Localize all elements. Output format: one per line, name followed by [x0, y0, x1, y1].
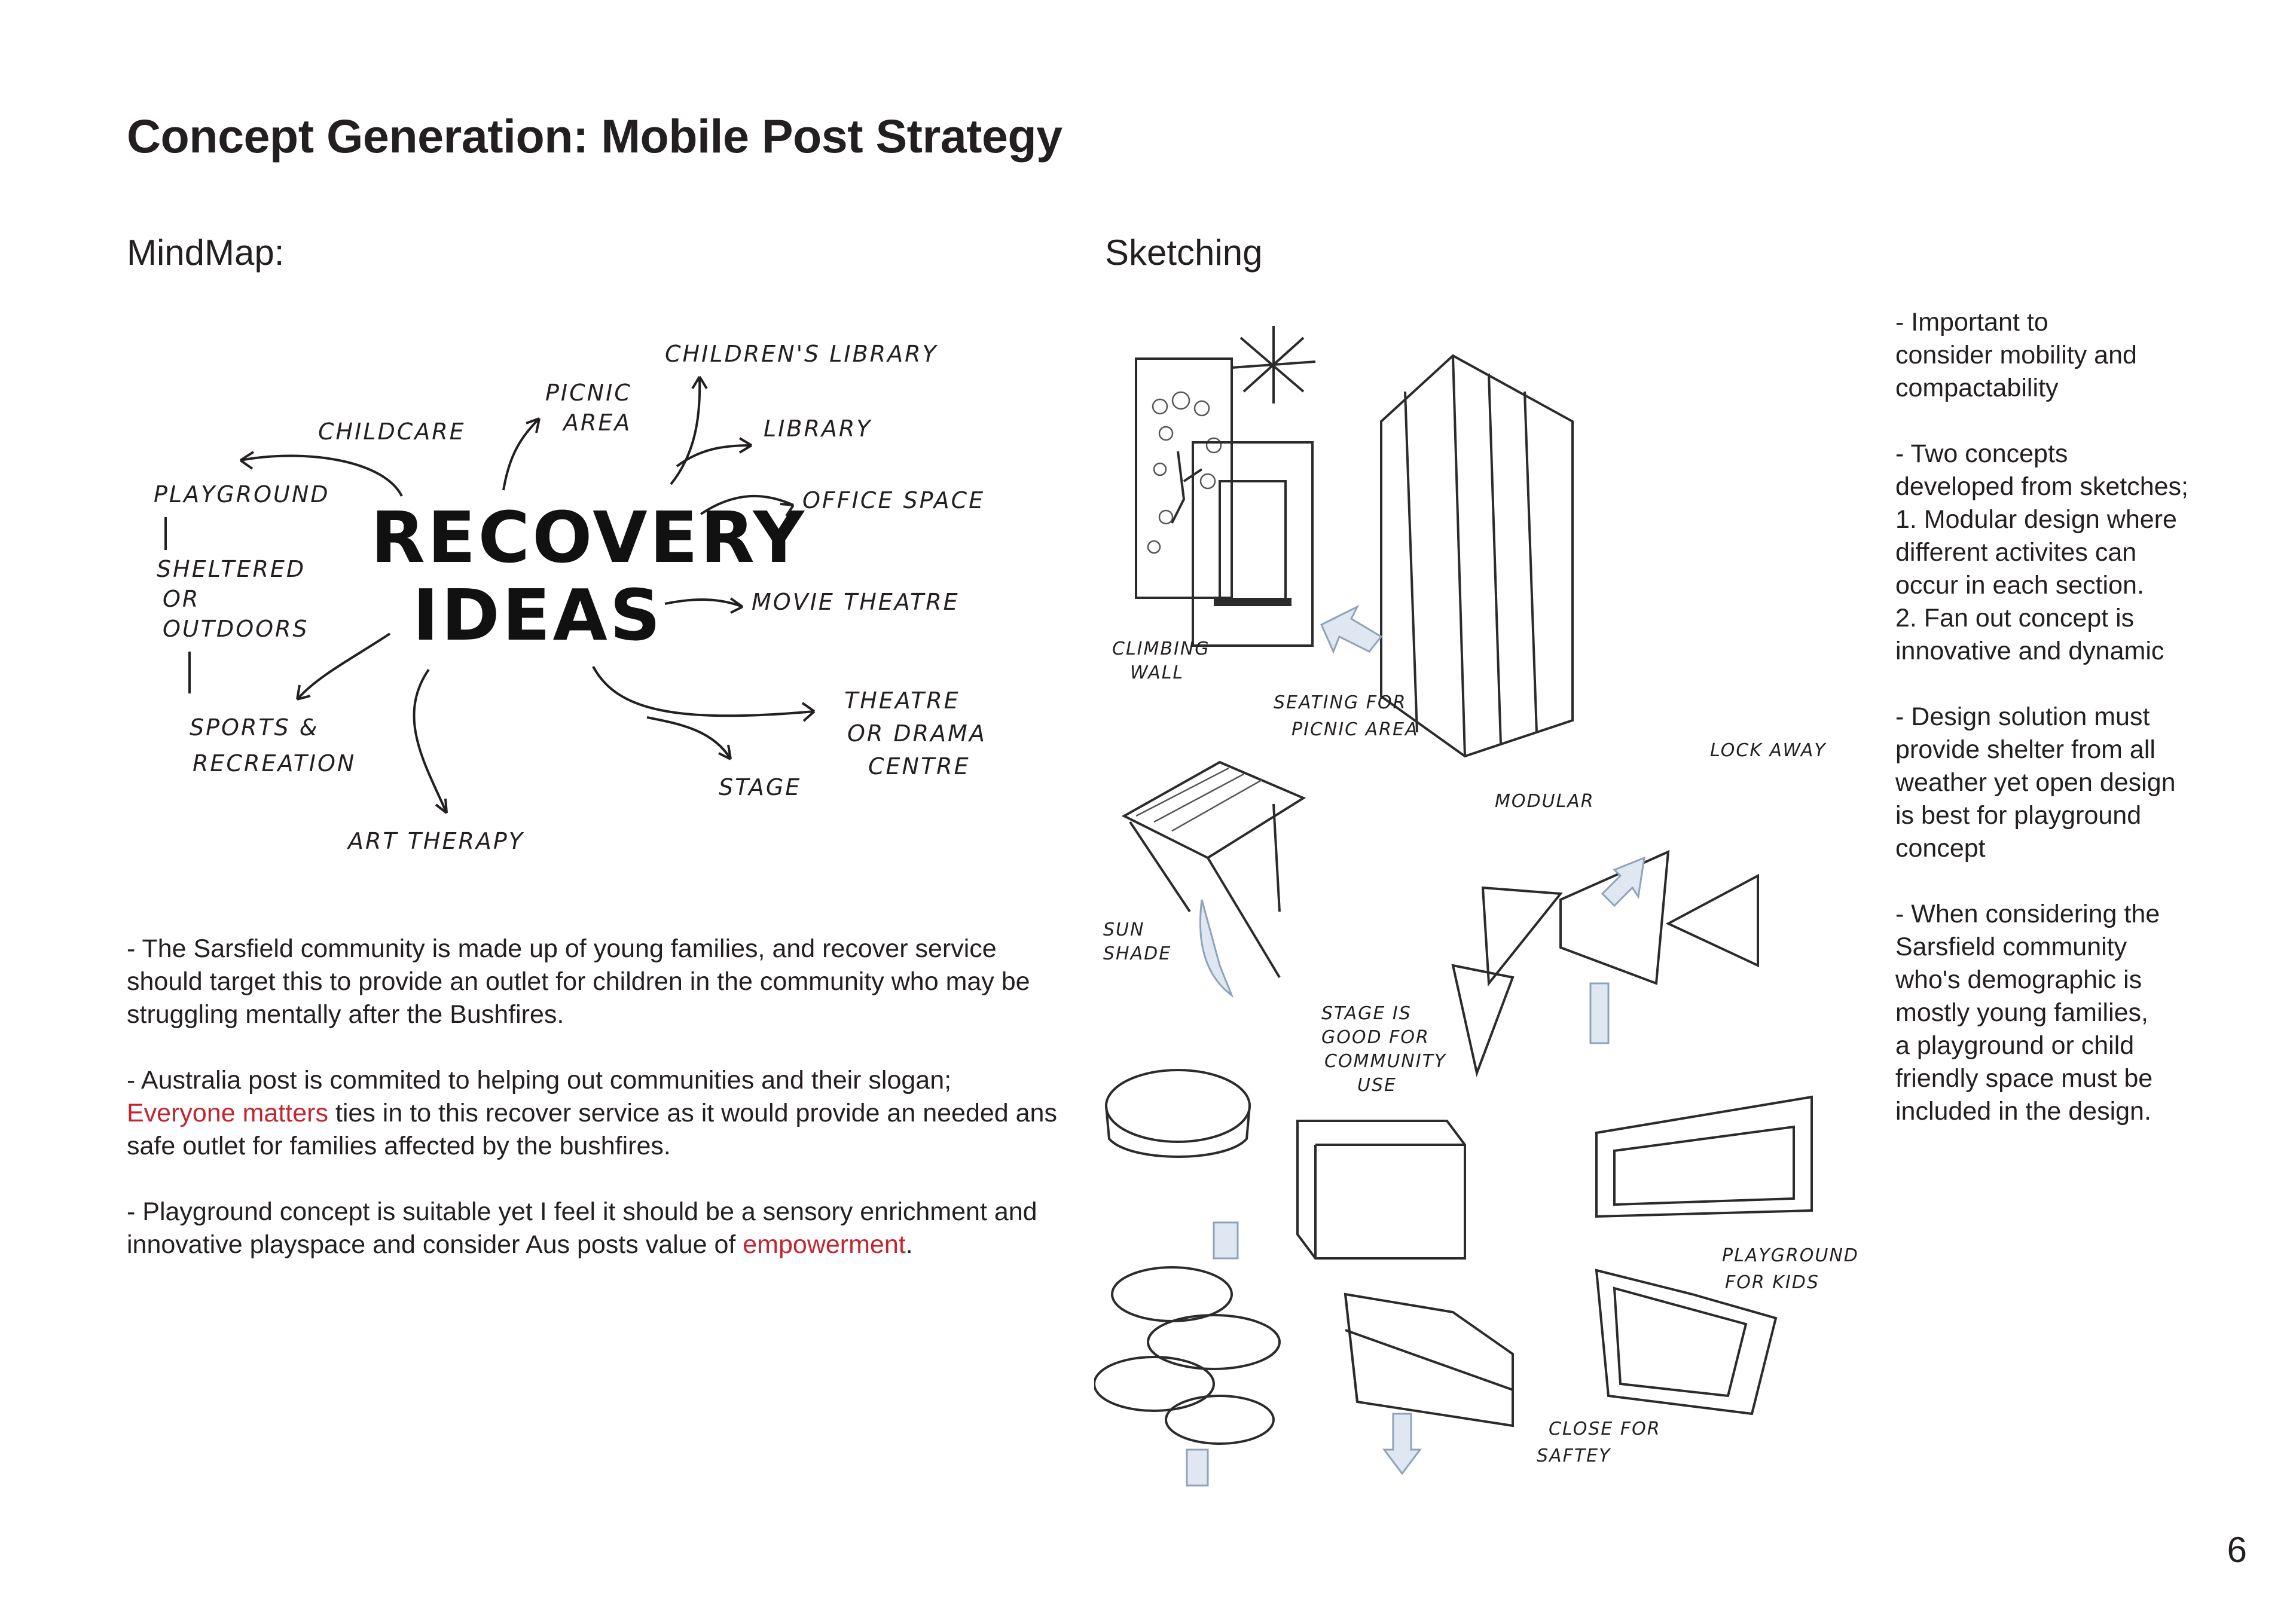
mindmap-center-line2: IDEAS: [413, 574, 663, 656]
highlight-empowerment: empowerment: [743, 1230, 906, 1259]
label-stage-line4: USE: [1357, 1075, 1397, 1096]
sketching-heading: Sketching: [1105, 233, 1263, 273]
label-playground-line2: FOR KIDS: [1725, 1272, 1819, 1293]
note-community: - When considering the Sarsfield community who's demographic is mostly young families, a playground or child friendly space must be included in the design.: [1895, 900, 2160, 1126]
paragraph-community: - The Sarsfield community is made up of young families, and recover service should target this to provide an outlet for children in the community who may be struggling mentally after the Bushfires.: [127, 934, 1030, 1029]
label-close-line1: CLOSE FOR: [1549, 1419, 1661, 1439]
branch-office-space: OFFICE SPACE: [802, 487, 985, 514]
label-seating-line2: PICNIC AREA: [1292, 719, 1419, 740]
label-playground-line1: PLAYGROUND: [1722, 1245, 1859, 1266]
branch-art-therapy: ART THERAPY: [348, 828, 525, 854]
label-stage-line3: COMMUNITY: [1324, 1051, 1447, 1072]
arrow-childrens-library: [671, 377, 707, 484]
paragraph-playground: - Playground concept is suitable yet I feel it should be a sensory enrichment and innovative playspace and consider Aus posts value of empowerment.: [127, 1197, 1037, 1259]
sketch-lid-box: [1345, 1294, 1513, 1474]
branch-theatre-line3: CENTRE: [868, 753, 970, 780]
arrow-picnic: [503, 418, 539, 490]
highlight-everyone-matters: Everyone matters: [127, 1099, 328, 1127]
branch-picnic-line1: PICNIC: [545, 380, 632, 406]
sketch-modular-fan: [1453, 852, 1758, 1073]
note-mobility: - Important to consider mobility and compactability: [1895, 308, 2137, 402]
page-title: Concept Generation: Mobile Post Strategy: [127, 109, 1062, 163]
label-sun-line1: SUN: [1103, 919, 1145, 940]
mindmap-center-line1: RECOVERY: [371, 496, 807, 579]
paragraph-slogan: - Australia post is commited to helping out communities and their slogan; Everyone matters ties in to this recover service as it would provide an needed ans safe outlet for families affected by the bushfires.: [127, 1066, 1057, 1160]
sketch-stones: [1094, 1222, 1280, 1486]
branch-movie-theatre: MOVIE THEATRE: [752, 589, 960, 615]
sketch-climbing-wall: [1136, 359, 1232, 598]
branch-sheltered-line1: SHELTERED: [157, 556, 306, 582]
branch-picnic-line2: AREA: [563, 409, 632, 436]
sketch-box-modules: [1297, 1097, 1812, 1258]
label-climbing-line2: WALL: [1130, 662, 1184, 683]
label-lock-away: LOCK AWAY: [1710, 740, 1827, 761]
branch-library: LIBRARY: [764, 415, 872, 442]
page-number: 6: [2227, 1530, 2247, 1570]
label-climbing-line1: CLIMBING: [1112, 638, 1210, 659]
label-modular: MODULAR: [1495, 791, 1595, 812]
branch-childrens-library: CHILDREN'S LIBRARY: [665, 341, 938, 367]
note-concepts: - Two concepts developed from sketches; 1. Modular design where different activites can occur in each section. 2. Fan out concept is innovative and dynamic: [1895, 439, 2188, 665]
label-stage-line1: STAGE IS: [1321, 1003, 1412, 1024]
branch-playground: PLAYGROUND: [154, 481, 330, 508]
branch-theatre-line1: THEATRE: [844, 687, 960, 714]
arrow-sports: [297, 634, 390, 699]
label-close-line2: SAFTEY: [1537, 1445, 1611, 1466]
mindmap-description: [127, 933, 1060, 1294]
branch-sports-line2: RECREATION: [193, 750, 356, 777]
mindmap-heading: MindMap:: [127, 233, 285, 273]
mindmap-sketch: [127, 311, 1060, 885]
branch-sheltered-line2: OR: [163, 586, 200, 612]
sketch-stage-disc: [1106, 1070, 1250, 1157]
branch-sports-line1: SPORTS &: [190, 714, 319, 741]
arrow-movie: [665, 598, 743, 613]
label-seating-line1: SEATING FOR: [1274, 692, 1407, 713]
label-stage-line2: GOOD FOR: [1321, 1027, 1430, 1048]
branch-stage: STAGE: [719, 774, 802, 800]
branch-childcare: CHILDCARE: [318, 418, 466, 445]
arrow-stage: [647, 717, 731, 759]
concept-sketches: [1094, 302, 1860, 1503]
arrow-theatre: [593, 667, 814, 721]
arrow-art: [414, 670, 447, 813]
sketch-notes: [1895, 306, 2206, 1161]
branch-theatre-line2: OR DRAMA: [847, 720, 987, 747]
note-shelter: - Design solution must provide shelter from all weather yet open design is best for playground concept: [1895, 702, 2176, 863]
branch-sheltered-line3: OUTDOORS: [163, 616, 309, 642]
label-sun-line2: SHADE: [1103, 943, 1172, 964]
